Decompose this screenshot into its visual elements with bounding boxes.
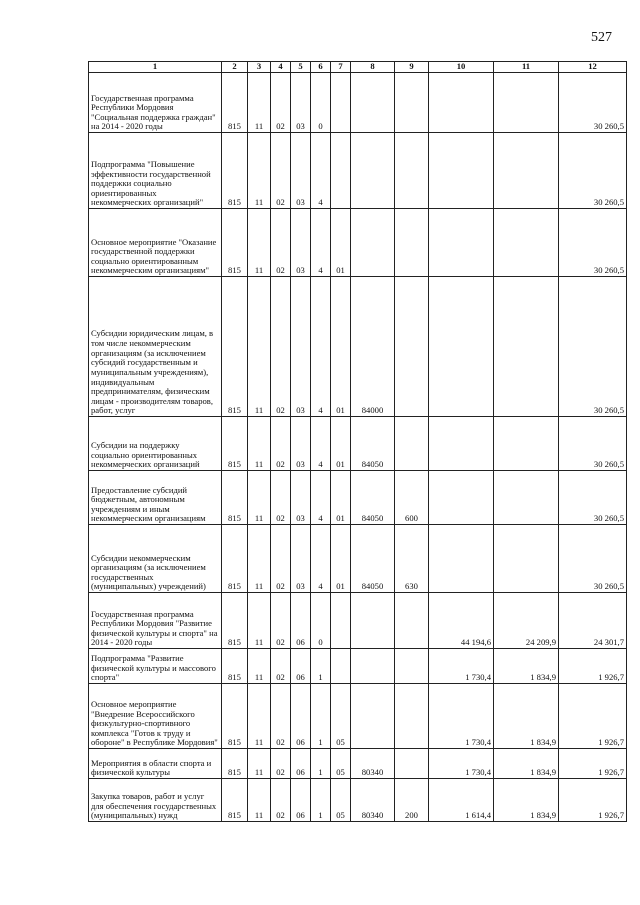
cell-col-6: 1: [311, 779, 331, 822]
cell-col-4: 02: [271, 73, 291, 133]
cell-col-8: 80340: [351, 749, 395, 779]
cell-col-6: 4: [311, 471, 331, 525]
cell-col-3: 11: [248, 649, 271, 684]
row-name: Предоставление субсидий бюджетным, автономным учреждениям и иным некоммерческим организациям: [89, 471, 222, 525]
cell-col-5: 06: [291, 779, 311, 822]
cell-col-6: 4: [311, 209, 331, 277]
cell-col-2: 815: [222, 417, 248, 471]
cell-col-4: 02: [271, 779, 291, 822]
cell-col-5: 03: [291, 471, 311, 525]
table-row: [89, 593, 627, 649]
col-header-6: 6: [311, 62, 331, 73]
cell-col-9: [395, 684, 429, 749]
cell-col-7: [331, 649, 351, 684]
cell-col-3: 11: [248, 471, 271, 525]
col-header-1: 1: [89, 62, 222, 73]
cell-col-11: [494, 133, 559, 209]
cell-col-8: [351, 73, 395, 133]
cell-col-9: [395, 73, 429, 133]
cell-col-9: [395, 649, 429, 684]
cell-col-3: 11: [248, 417, 271, 471]
budget-table: [88, 61, 627, 822]
cell-col-2: 815: [222, 133, 248, 209]
cell-col-12: 30 260,5: [559, 133, 627, 209]
cell-col-11: [494, 417, 559, 471]
cell-col-10: [429, 277, 494, 417]
cell-col-5: 03: [291, 209, 311, 277]
cell-col-2: 815: [222, 649, 248, 684]
cell-col-11: [494, 277, 559, 417]
cell-col-6: 0: [311, 73, 331, 133]
cell-col-4: 02: [271, 649, 291, 684]
cell-col-9: [395, 209, 429, 277]
cell-col-11: [494, 525, 559, 593]
cell-col-5: 06: [291, 649, 311, 684]
table-row: [89, 73, 627, 133]
cell-col-8: 80340: [351, 779, 395, 822]
cell-col-6: 4: [311, 525, 331, 593]
cell-col-12: 30 260,5: [559, 209, 627, 277]
table-row: [89, 684, 627, 749]
cell-col-12: 1 926,7: [559, 649, 627, 684]
cell-col-2: 815: [222, 749, 248, 779]
cell-col-5: 03: [291, 525, 311, 593]
row-name: Субсидии на поддержку социально ориентированных некоммерческих организаций: [89, 417, 222, 471]
page-number: 527: [591, 30, 612, 45]
col-header-10: 10: [429, 62, 494, 73]
cell-col-9: [395, 133, 429, 209]
cell-col-10: [429, 417, 494, 471]
cell-col-3: 11: [248, 593, 271, 649]
table-row: [89, 749, 627, 779]
cell-col-10: [429, 209, 494, 277]
cell-col-11: [494, 73, 559, 133]
row-name: Подпрограмма "Повышение эффективности государственной поддержки социально ориентированных некоммерческих организаций": [89, 133, 222, 209]
cell-col-4: 02: [271, 209, 291, 277]
cell-col-4: 02: [271, 133, 291, 209]
cell-col-5: 06: [291, 593, 311, 649]
cell-col-8: [351, 684, 395, 749]
cell-col-9: [395, 277, 429, 417]
row-name: Субсидии юридическим лицам, в том числе некоммерческим организациям (за исключением субсидий государственным и муниципальным учреждениям), индивидуальным предпринимателям, физическим лицам - производителям товаров, работ, услуг: [89, 277, 222, 417]
cell-col-9: 600: [395, 471, 429, 525]
cell-col-3: 11: [248, 209, 271, 277]
col-header-7: 7: [331, 62, 351, 73]
cell-col-4: 02: [271, 749, 291, 779]
cell-col-12: 30 260,5: [559, 277, 627, 417]
cell-col-2: 815: [222, 277, 248, 417]
cell-col-12: 1 926,7: [559, 779, 627, 822]
cell-col-9: 630: [395, 525, 429, 593]
table-body: [89, 73, 627, 822]
cell-col-7: 01: [331, 471, 351, 525]
cell-col-9: 200: [395, 779, 429, 822]
cell-col-5: 03: [291, 277, 311, 417]
cell-col-6: 4: [311, 133, 331, 209]
cell-col-8: 84050: [351, 417, 395, 471]
cell-col-11: 1 834,9: [494, 684, 559, 749]
cell-col-4: 02: [271, 471, 291, 525]
row-name: Подпрограмма "Развитие физической культуры и массового спорта": [89, 649, 222, 684]
cell-col-8: [351, 209, 395, 277]
cell-col-11: 1 834,9: [494, 649, 559, 684]
cell-col-2: 815: [222, 684, 248, 749]
cell-col-10: 1 614,4: [429, 779, 494, 822]
cell-col-11: 1 834,9: [494, 779, 559, 822]
table-row: [89, 209, 627, 277]
cell-col-12: 30 260,5: [559, 471, 627, 525]
cell-col-4: 02: [271, 525, 291, 593]
cell-col-2: 815: [222, 209, 248, 277]
cell-col-4: 02: [271, 684, 291, 749]
cell-col-7: 01: [331, 525, 351, 593]
col-header-2: 2: [222, 62, 248, 73]
cell-col-6: 4: [311, 277, 331, 417]
cell-col-11: 24 209,9: [494, 593, 559, 649]
row-name: Закупка товаров, работ и услуг для обеспечения государственных (муниципальных) нужд: [89, 779, 222, 822]
col-header-12: 12: [559, 62, 627, 73]
table-row: [89, 779, 627, 822]
col-header-5: 5: [291, 62, 311, 73]
cell-col-2: 815: [222, 779, 248, 822]
cell-col-6: 1: [311, 684, 331, 749]
cell-col-6: 0: [311, 593, 331, 649]
cell-col-3: 11: [248, 779, 271, 822]
table-row: [89, 471, 627, 525]
cell-col-5: 03: [291, 133, 311, 209]
cell-col-2: 815: [222, 593, 248, 649]
table-row: [89, 133, 627, 209]
cell-col-5: 03: [291, 417, 311, 471]
cell-col-10: 1 730,4: [429, 684, 494, 749]
col-header-8: 8: [351, 62, 395, 73]
cell-col-10: [429, 471, 494, 525]
cell-col-10: 1 730,4: [429, 749, 494, 779]
row-name: Субсидии некоммерческим организациям (за исключением государственных (муниципальных) учреждений): [89, 525, 222, 593]
cell-col-5: 06: [291, 749, 311, 779]
cell-col-10: 1 730,4: [429, 649, 494, 684]
cell-col-10: [429, 525, 494, 593]
cell-col-7: 01: [331, 209, 351, 277]
cell-col-12: 30 260,5: [559, 417, 627, 471]
cell-col-5: 03: [291, 73, 311, 133]
row-name: Основное мероприятие "Оказание государственной поддержки социально ориентированным некоммерческим организациям": [89, 209, 222, 277]
cell-col-7: 01: [331, 417, 351, 471]
cell-col-12: 30 260,5: [559, 525, 627, 593]
cell-col-7: 05: [331, 779, 351, 822]
cell-col-6: 4: [311, 417, 331, 471]
cell-col-7: 01: [331, 277, 351, 417]
row-name: Государственная программа Республики Мордовия "Развитие физической культуры и спорта" на 2014 - 2020 годы: [89, 593, 222, 649]
cell-col-8: [351, 133, 395, 209]
col-header-4: 4: [271, 62, 291, 73]
cell-col-10: [429, 73, 494, 133]
cell-col-2: 815: [222, 525, 248, 593]
cell-col-2: 815: [222, 73, 248, 133]
cell-col-8: [351, 593, 395, 649]
cell-col-8: 84050: [351, 525, 395, 593]
row-name: Государственная программа Республики Мордовия "Социальная поддержка граждан" на 2014 - 2020 годы: [89, 73, 222, 133]
table-row: [89, 277, 627, 417]
cell-col-7: [331, 593, 351, 649]
cell-col-4: 02: [271, 417, 291, 471]
cell-col-4: 02: [271, 277, 291, 417]
cell-col-7: 05: [331, 684, 351, 749]
table-row: [89, 649, 627, 684]
col-header-3: 3: [248, 62, 271, 73]
cell-col-3: 11: [248, 277, 271, 417]
cell-col-8: 84000: [351, 277, 395, 417]
cell-col-11: [494, 471, 559, 525]
col-header-11: 11: [494, 62, 559, 73]
cell-col-3: 11: [248, 684, 271, 749]
table-row: [89, 417, 627, 471]
cell-col-2: 815: [222, 471, 248, 525]
cell-col-4: 02: [271, 593, 291, 649]
cell-col-12: 1 926,7: [559, 749, 627, 779]
cell-col-7: [331, 133, 351, 209]
cell-col-10: [429, 133, 494, 209]
cell-col-5: 06: [291, 684, 311, 749]
cell-col-11: [494, 209, 559, 277]
cell-col-3: 11: [248, 749, 271, 779]
cell-col-9: [395, 593, 429, 649]
cell-col-3: 11: [248, 133, 271, 209]
cell-col-8: [351, 649, 395, 684]
col-header-9: 9: [395, 62, 429, 73]
cell-col-7: [331, 73, 351, 133]
cell-col-12: 1 926,7: [559, 684, 627, 749]
cell-col-9: [395, 749, 429, 779]
cell-col-6: 1: [311, 749, 331, 779]
cell-col-11: 1 834,9: [494, 749, 559, 779]
cell-col-9: [395, 417, 429, 471]
cell-col-8: 84050: [351, 471, 395, 525]
table-row: [89, 525, 627, 593]
cell-col-10: 44 194,6: [429, 593, 494, 649]
cell-col-12: 30 260,5: [559, 73, 627, 133]
row-name: Мероприятия в области спорта и физической культуры: [89, 749, 222, 779]
cell-col-6: 1: [311, 649, 331, 684]
header-row: [89, 62, 627, 73]
cell-col-12: 24 301,7: [559, 593, 627, 649]
cell-col-3: 11: [248, 73, 271, 133]
cell-col-3: 11: [248, 525, 271, 593]
row-name: Основное мероприятие "Внедрение Всероссийского физкультурно-спортивного комплекса "Готов к труду и обороне" в Республике Мордовия": [89, 684, 222, 749]
cell-col-7: 05: [331, 749, 351, 779]
